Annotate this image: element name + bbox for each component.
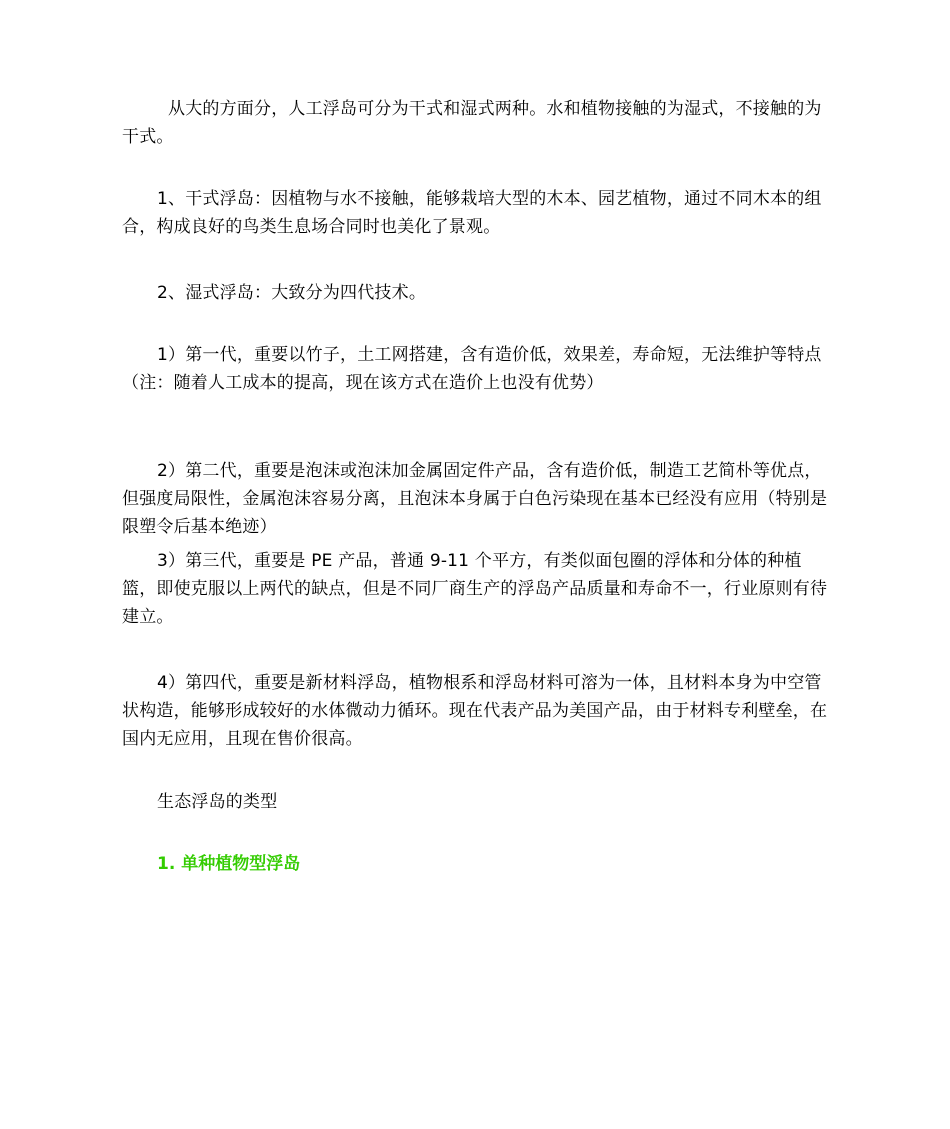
second-generation-paragraph: 2）第二代，重要是泡沫或泡沫加金属固定件产品，含有造价低，制造工艺简朴等优点，但强度局限性，金属泡沫容易分离，且泡沫本身属于白色污染现在基本已经没有应用（特别是限塑令后基本绝迹） [122,461,828,537]
section-heading: 1. 单种植物型浮岛 [157,854,301,874]
wet-island-paragraph: 2、湿式浮岛：大致分为四代技术。 [157,283,427,303]
intro-paragraph: 从大的方面分，人工浮岛可分为干式和湿式两种。水和植物接触的为湿式，不接触的为干式。 [122,99,822,147]
fourth-generation-paragraph: 4）第四代，重要是新材料浮岛，植物根系和浮岛材料可溶为一体，且材料本身为中空管状构造，能够形成较好的水体微动力循环。现在代表产品为美国产品，由于材料专利壁垒，在国内无应用，且现在售价很高。 [122,673,828,749]
types-paragraph: 生态浮岛的类型 [157,792,278,812]
third-generation-paragraph: 3）第三代，重要是 PE 产品，普通 9-11 个平方，有类似面包圈的浮体和分体的种植篮，即使克服以上两代的缺点，但是不同厂商生产的浮岛产品质量和寿命不一，行业原则有待建立。 [122,551,828,627]
dry-island-paragraph: 1、干式浮岛：因植物与水不接触，能够栽培大型的木本、园艺植物，通过不同木本的组合，构成良好的鸟类生息场合同时也美化了景观。 [122,189,822,237]
first-generation-paragraph: 1）第一代，重要以竹子，土工网搭建，含有造价低，效果差，寿命短，无法维护等特点（注：随着人工成本的提高，现在该方式在造价上也没有优势） [122,345,822,393]
